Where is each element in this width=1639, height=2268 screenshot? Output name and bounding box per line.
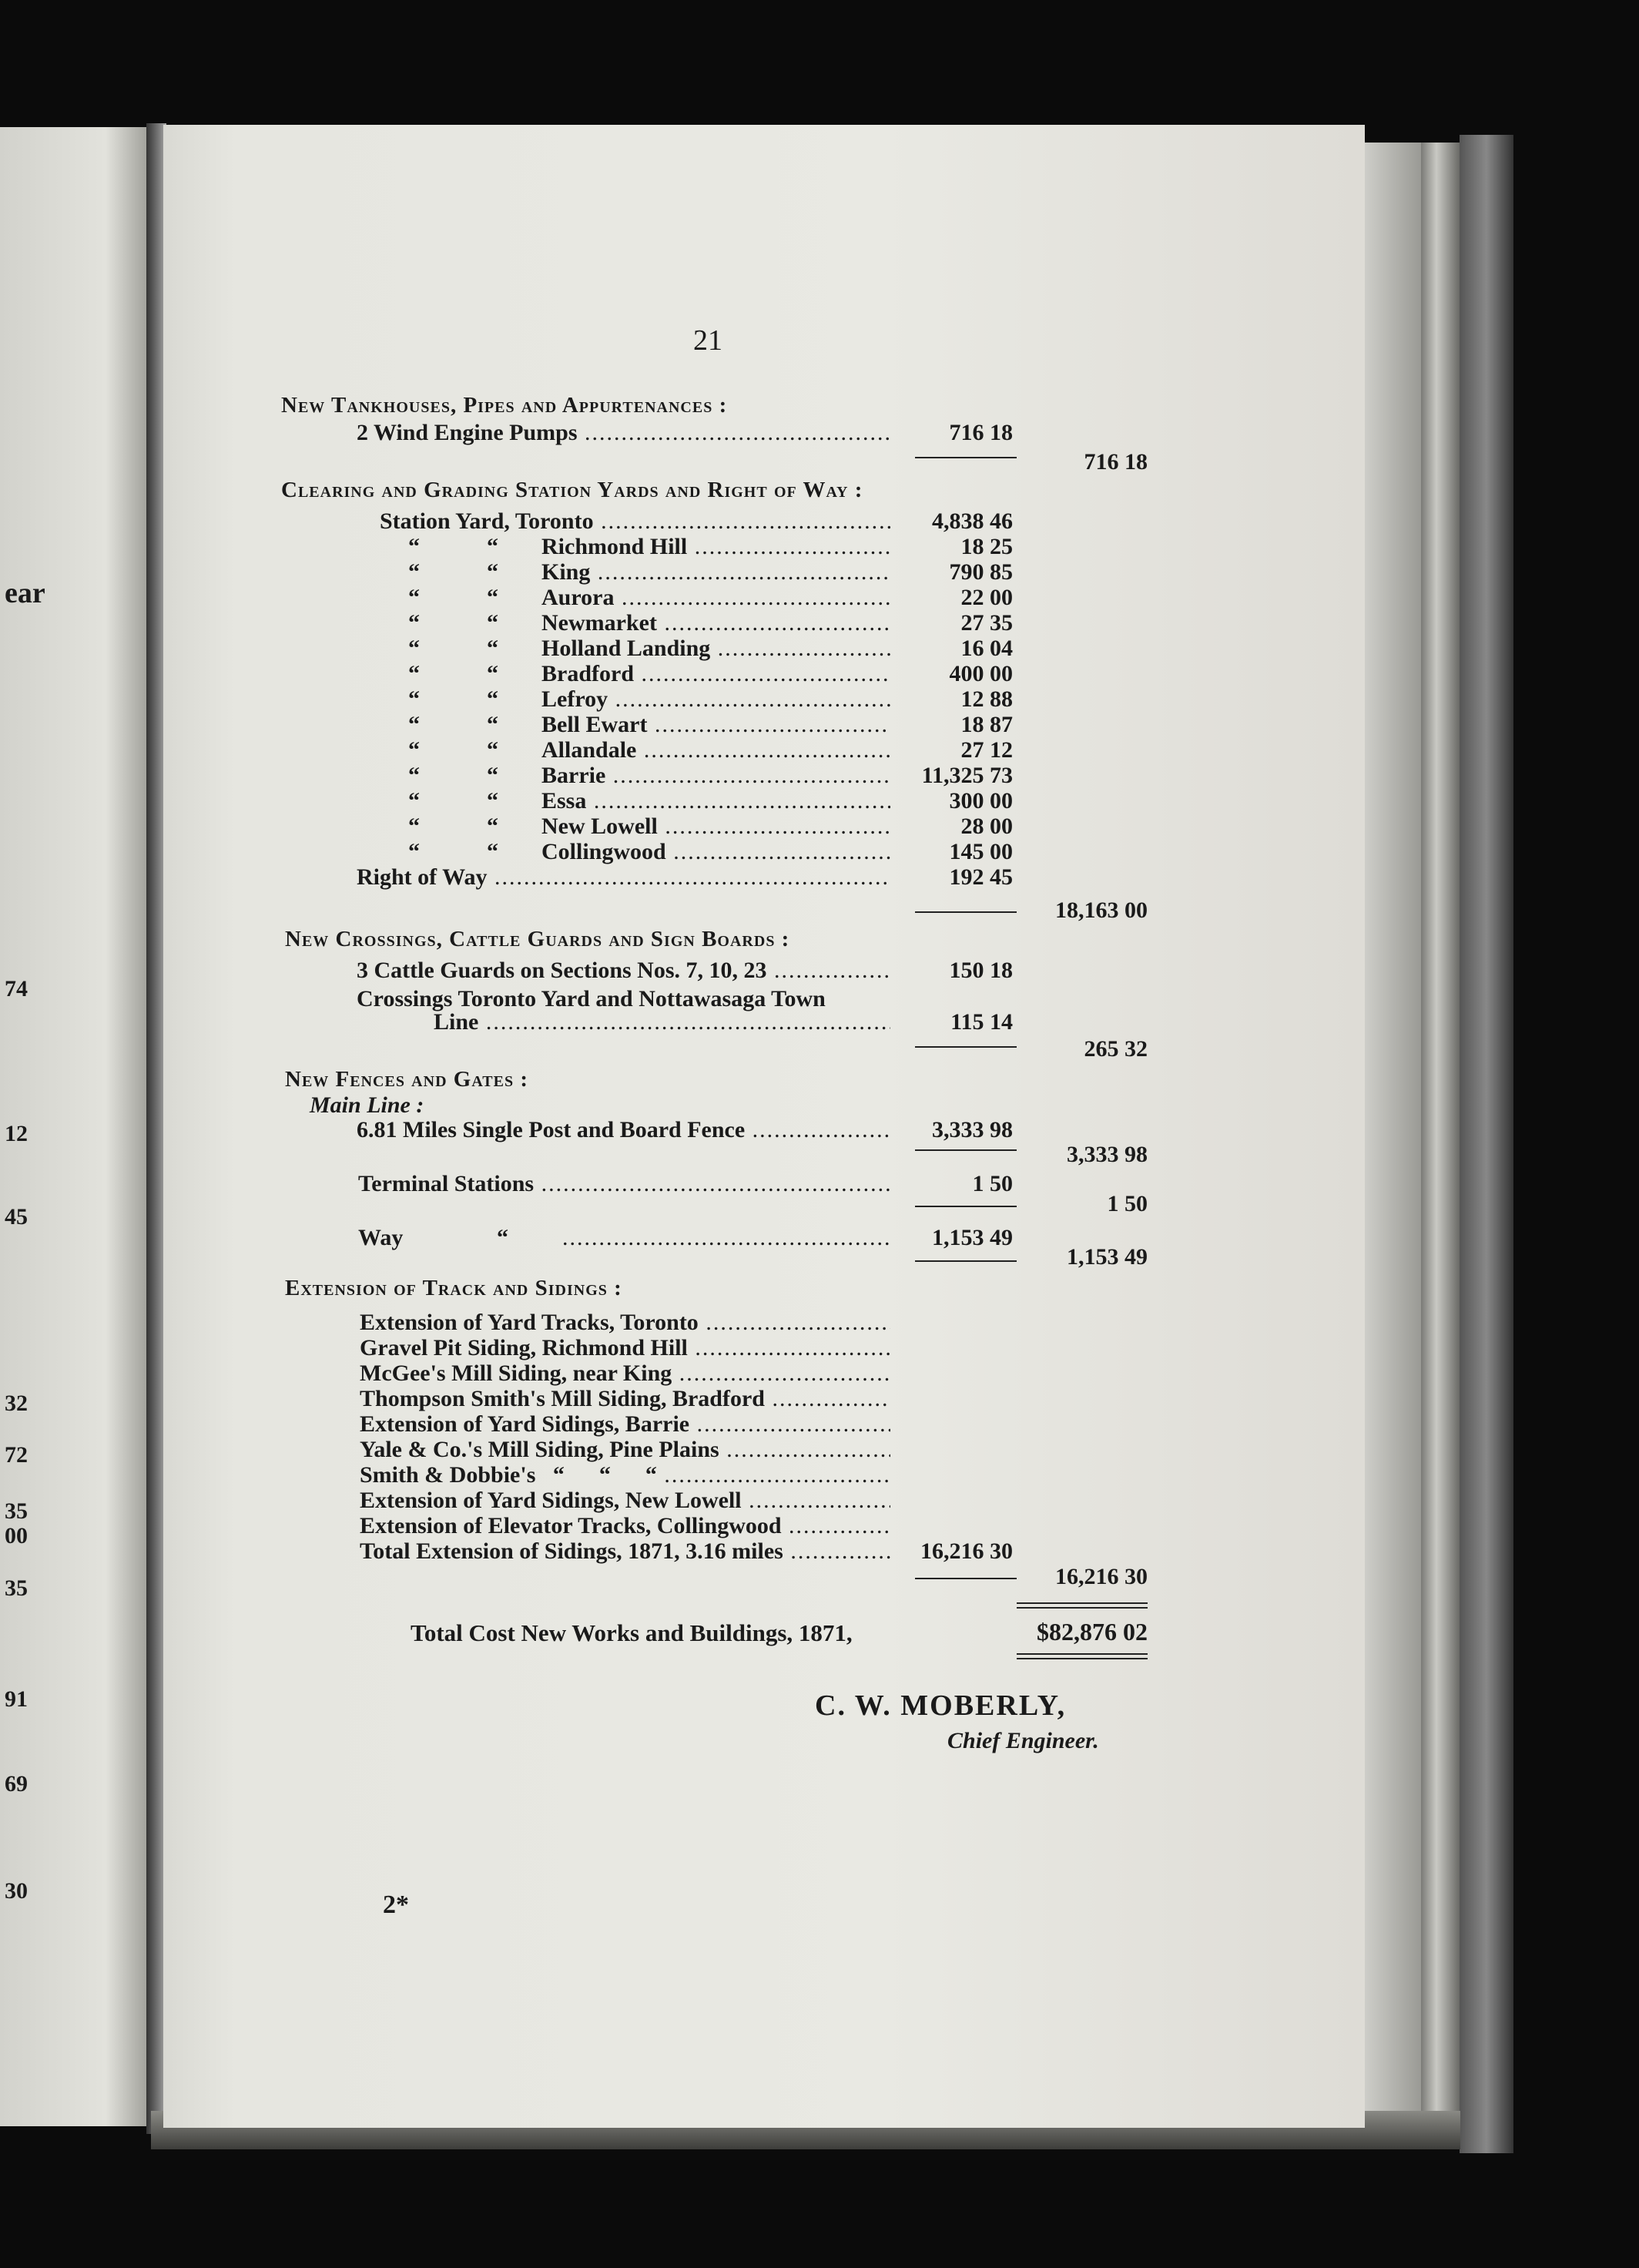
signature-title: Chief Engineer.	[947, 1728, 1099, 1753]
line-item	[0, 958, 1639, 984]
line-item	[0, 610, 1639, 636]
item-label: Collingwood .....	[541, 839, 890, 865]
signature-name: C. W. MOBERLY,	[815, 1689, 1067, 1722]
line-item	[0, 534, 1639, 560]
item-amount: 28 00	[960, 814, 1013, 839]
fragment-number: 91	[5, 1686, 28, 1712]
ditto-mark: “	[408, 534, 420, 559]
rule	[1017, 1658, 1148, 1659]
item-label: Extension of Yard Sidings, Barrie .....	[360, 1411, 890, 1438]
item-amount: 115 14	[950, 1009, 1013, 1035]
grand-total-label: Total Cost New Works and Buildings, 1871,	[411, 1619, 853, 1646]
subheading-main-line: Main Line :	[310, 1092, 424, 1118]
line-item	[0, 661, 1639, 687]
ditto-mark: “	[487, 585, 498, 610]
item-amount: 716 18	[949, 420, 1013, 445]
item-amount: 790 85	[949, 559, 1013, 585]
line-item	[0, 1310, 1639, 1336]
grand-total-value: $82,876 02	[1037, 1618, 1148, 1646]
item-amount: 16 04	[960, 636, 1013, 661]
line-item	[0, 737, 1639, 763]
item-label: Holland Landing .....	[541, 636, 890, 662]
ditto-mark: “	[408, 788, 420, 814]
item-amount: 4,838 46	[932, 508, 1013, 534]
ditto-mark: “	[408, 737, 420, 763]
line-item	[0, 686, 1639, 713]
ditto-mark: “	[408, 610, 420, 636]
item-amount: 145 00	[949, 839, 1013, 864]
line-item	[0, 1538, 1639, 1565]
ditto-mark: “	[487, 559, 498, 585]
item-label: 6.81 Miles Single Post and Board Fence .....	[357, 1117, 890, 1143]
line-item	[0, 1117, 1639, 1143]
ditto-mark: “	[487, 763, 498, 788]
line-item	[0, 763, 1639, 789]
ditto-mark: “	[487, 686, 498, 712]
fragment-number: 72	[5, 1442, 28, 1468]
line-total: 1,153 49	[1067, 1244, 1148, 1270]
line-item	[0, 1360, 1639, 1387]
fragment-number: 35	[5, 1575, 28, 1601]
item-amount: 18 25	[960, 534, 1013, 559]
ditto-mark: “	[487, 610, 498, 636]
ditto-mark: “	[408, 661, 420, 686]
ditto-mark: “	[487, 636, 498, 661]
item-label: Extension of Elevator Tracks, Collingwood .....	[360, 1513, 890, 1539]
item-label: Richmond Hill .....	[541, 534, 890, 560]
ditto-mark: “	[408, 585, 420, 610]
item-label: New Lowell .....	[541, 814, 890, 840]
line-item	[0, 1171, 1639, 1197]
line-item	[0, 839, 1639, 865]
ditto-mark: “	[408, 686, 420, 712]
item-label: 2 Wind Engine Pumps .....	[357, 420, 890, 446]
ditto-mark: “	[408, 814, 420, 839]
ditto-mark: “	[408, 559, 420, 585]
section-total: 18,163 00	[1055, 897, 1148, 923]
ditto-mark: “	[408, 763, 420, 788]
item-label: Terminal Stations .....	[358, 1171, 890, 1197]
line-item	[0, 1513, 1639, 1539]
fragment-number: 74	[5, 976, 28, 1001]
item-label: Station Yard, Toronto .....	[380, 508, 890, 535]
item-label: Lefroy .....	[541, 686, 890, 713]
line-item	[0, 1335, 1639, 1361]
ditto-mark: “	[487, 814, 498, 839]
line-item	[0, 1225, 1639, 1251]
line-item	[0, 1462, 1639, 1488]
item-amount: 16,216 30	[920, 1538, 1013, 1564]
item-label: Bradford .....	[541, 661, 890, 687]
line-item	[0, 559, 1639, 585]
item-amount: 1 50	[972, 1171, 1013, 1196]
item-label: Extension of Yard Tracks, Toronto .....	[360, 1310, 890, 1336]
fragment-number: 45	[5, 1204, 28, 1230]
line-item	[0, 585, 1639, 611]
fragment-number: 69	[5, 1771, 28, 1797]
line-item	[0, 986, 1639, 1012]
item-amount: 150 18	[949, 958, 1013, 983]
fragment-number: 12	[5, 1121, 28, 1146]
item-label: Thompson Smith's Mill Siding, Bradford .....	[360, 1386, 890, 1412]
ditto-mark: “	[487, 737, 498, 763]
line-item	[0, 1411, 1639, 1438]
item-label: Extension of Yard Sidings, New Lowell .....	[360, 1488, 890, 1514]
line-total: 3,333 98	[1067, 1142, 1148, 1167]
line-item	[0, 788, 1639, 814]
item-label: Right of Way .....	[357, 864, 890, 891]
section-heading-tankhouses: New Tankhouses, Pipes and Appurtenances :	[281, 393, 728, 418]
ditto-mark: “	[408, 636, 420, 661]
item-amount: 192 45	[949, 864, 1013, 890]
line-item	[0, 712, 1639, 738]
line-item	[0, 1386, 1639, 1412]
item-label: Allandale .....	[541, 737, 890, 763]
item-amount: 11,325 73	[921, 763, 1013, 788]
line-item	[0, 508, 1639, 535]
section-total: 716 18	[1084, 449, 1148, 475]
fragment-number: 35	[5, 1498, 28, 1524]
line-item	[0, 1009, 1639, 1035]
item-amount: 22 00	[960, 585, 1013, 610]
item-label: Way	[358, 1225, 404, 1250]
ditto-mark: “	[487, 534, 498, 559]
item-amount: 18 87	[960, 712, 1013, 737]
ditto-mark: “	[408, 712, 420, 737]
item-label: Yale & Co.'s Mill Siding, Pine Plains .....	[360, 1437, 890, 1463]
line-item	[0, 814, 1639, 840]
section-heading-crossings: New Crossings, Cattle Guards and Sign Boards :	[285, 927, 790, 951]
item-label: Total Extension of Sidings, 1871, 3.16 miles .....	[360, 1538, 890, 1565]
signature-mark: 2*	[383, 1891, 409, 1919]
section-heading-clearing: Clearing and Grading Station Yards and Right of Way :	[281, 478, 863, 502]
item-label: 3 Cattle Guards on Sections Nos. 7, 10, 23 .....	[357, 958, 890, 984]
line-item	[0, 1488, 1639, 1514]
line-total: 1 50	[1107, 1191, 1148, 1216]
item-amount: 3,333 98	[932, 1117, 1013, 1142]
line-item	[0, 1437, 1639, 1463]
page-number: 21	[693, 324, 722, 357]
ditto-mark: “	[487, 839, 498, 864]
ditto-mark: “	[408, 839, 420, 864]
rule	[1017, 1653, 1148, 1655]
item-amount: 1,153 49	[932, 1225, 1013, 1250]
fragment-number: 00	[5, 1523, 28, 1548]
rule	[1017, 1602, 1148, 1604]
ditto-mark: “	[487, 788, 498, 814]
fragment-text: ear	[5, 577, 45, 609]
fragment-number: 30	[5, 1878, 28, 1904]
rule	[1017, 1607, 1148, 1609]
item-label: Crossings Toronto Yard and Nottawasaga Town	[357, 986, 826, 1012]
item-label: Gravel Pit Siding, Richmond Hill .....	[360, 1335, 890, 1361]
item-amount: 400 00	[949, 661, 1013, 686]
item-label: McGee's Mill Siding, near King .....	[360, 1360, 890, 1387]
ditto-mark: “	[497, 1225, 508, 1250]
section-heading-fences: New Fences and Gates :	[285, 1067, 528, 1092]
item-amount: 300 00	[949, 788, 1013, 814]
item-label: Essa .....	[541, 788, 890, 814]
ditto-mark: “	[487, 661, 498, 686]
item-label: Barrie .....	[541, 763, 890, 789]
item-label: Aurora .....	[541, 585, 890, 611]
line-item	[0, 636, 1639, 662]
item-label: Line .....	[434, 1009, 890, 1035]
line-item	[0, 420, 1639, 446]
item-label: Bell Ewart .....	[541, 712, 890, 738]
fragment-number: 32	[5, 1391, 28, 1416]
leader-dots	[562, 1225, 890, 1251]
item-label: Newmarket .....	[541, 610, 890, 636]
section-total: 16,216 30	[1055, 1564, 1148, 1589]
line-item	[0, 864, 1639, 891]
item-label: King .....	[541, 559, 890, 585]
ditto-mark: “	[487, 712, 498, 737]
section-total: 265 32	[1084, 1036, 1148, 1062]
item-amount: 27 12	[960, 737, 1013, 763]
section-heading-extension: Extension of Track and Sidings :	[285, 1276, 622, 1300]
item-amount: 12 88	[960, 686, 1013, 712]
item-label: Smith & Dobbie's “ “ “ .....	[360, 1462, 890, 1488]
item-amount: 27 35	[960, 610, 1013, 636]
